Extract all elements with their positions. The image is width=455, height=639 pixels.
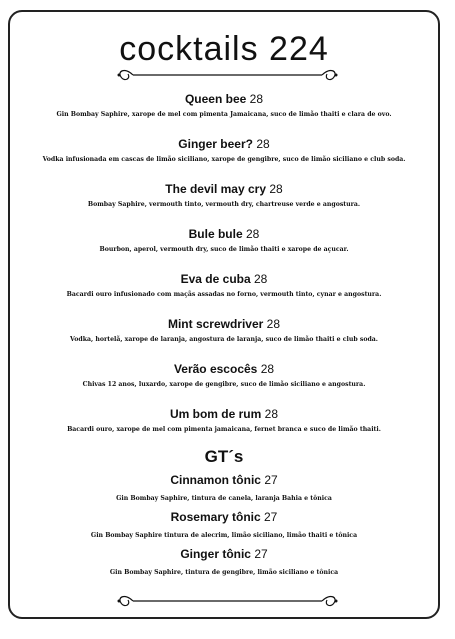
menu-item (10, 317, 438, 343)
item-description: Gin Bombay Saphire tintura de alecrim, limão siciliano, limão thaiti e tônica (90, 532, 358, 539)
item-description: Bacardi ouro, xarope de mel com pimenta jamaicana, fernet branca e suco de limão thaiti. (67, 426, 381, 433)
item-description: Bourbon, aperol, vermouth dry, suco de limão thaiti e xarope de açucar. (99, 246, 349, 253)
item-price: 28 (254, 272, 268, 286)
item-description: Vodka, hortelã, xarope de laranja, angostura de laranja, suco de limão thaiti e club soda. (70, 336, 378, 343)
item-title: Verão escocês (173, 362, 258, 376)
item-price: 28 (269, 182, 283, 196)
menu-list (10, 92, 438, 576)
item-name (10, 92, 438, 106)
menu-item (10, 510, 438, 539)
gt-section-title: GT´s (204, 447, 244, 466)
item-name (10, 473, 438, 487)
item-title: Rosemary tônic (170, 510, 261, 524)
menu-item (10, 92, 438, 118)
menu-item (10, 272, 438, 298)
item-name (10, 510, 438, 524)
item-price: 27 (264, 510, 278, 524)
item-title: The devil may cry (165, 182, 266, 196)
item-name (10, 362, 438, 376)
item-description: Bacardi ouro infusionado com maçãs assadas no forno, vermouth tinto, cynar e angostura. (66, 291, 382, 298)
item-name (10, 407, 438, 421)
item-price: 28 (266, 317, 281, 331)
menu-item (10, 137, 438, 163)
item-price: 27 (264, 473, 278, 487)
item-name (10, 272, 438, 286)
item-price: 28 (260, 362, 275, 376)
item-name (10, 227, 438, 241)
menu-item (10, 362, 438, 388)
item-description: Gin Bombay Saphire, xarope de mel com pimenta Jamaicana, suco de limão thaiti e clara de ovo. (56, 111, 392, 118)
item-price: 28 (264, 407, 279, 421)
bottom-scroll-ornament-icon (115, 590, 340, 612)
top-scroll-ornament-icon (115, 64, 340, 86)
item-price: 28 (249, 92, 264, 106)
item-title: Cinnamon tônic (170, 473, 261, 487)
item-name (10, 182, 438, 196)
item-title: Queen bee (184, 92, 247, 106)
item-price: 28 (246, 227, 260, 241)
item-price: 27 (254, 547, 268, 561)
item-description: Gin Bombay Saphire, tintura de canela, laranja Bahia e tônica (116, 495, 332, 502)
item-title: Mint screwdriver (167, 317, 264, 331)
menu-item (10, 473, 438, 502)
item-title: Ginger tônic (180, 547, 251, 561)
item-description: Gin Bombay Saphire, tintura de gengibre, limão siciliano e tônica (109, 569, 339, 576)
menu-item (10, 547, 438, 576)
item-title: Eva de cuba (180, 272, 251, 286)
item-description: Bombay Saphire, vermouth tinto, vermouth dry, chartreuse verde e angostura. (87, 201, 361, 208)
item-description: Chivas 12 anos, luxardo, xarope de gengibre, suco de limão siciliano e angostura. (82, 381, 366, 388)
item-name (10, 547, 438, 561)
cocktail-list (10, 92, 438, 433)
item-title: Um bom de rum (169, 407, 262, 421)
menu-item (10, 407, 438, 433)
menu-item (10, 182, 438, 208)
item-name (10, 137, 438, 151)
menu-card (8, 10, 440, 619)
gt-list (10, 473, 438, 576)
item-price: 28 (256, 137, 270, 151)
item-name (10, 317, 438, 331)
item-title: Ginger beer? (178, 137, 253, 151)
item-title: Bule bule (188, 227, 243, 241)
menu-title: cocktails 224 (119, 30, 329, 68)
menu-item (10, 227, 438, 253)
item-description: Vodka infusionada em cascas de limão siciliano, xarope de gengibre, suco de limão siciliano e club soda. (42, 156, 406, 163)
